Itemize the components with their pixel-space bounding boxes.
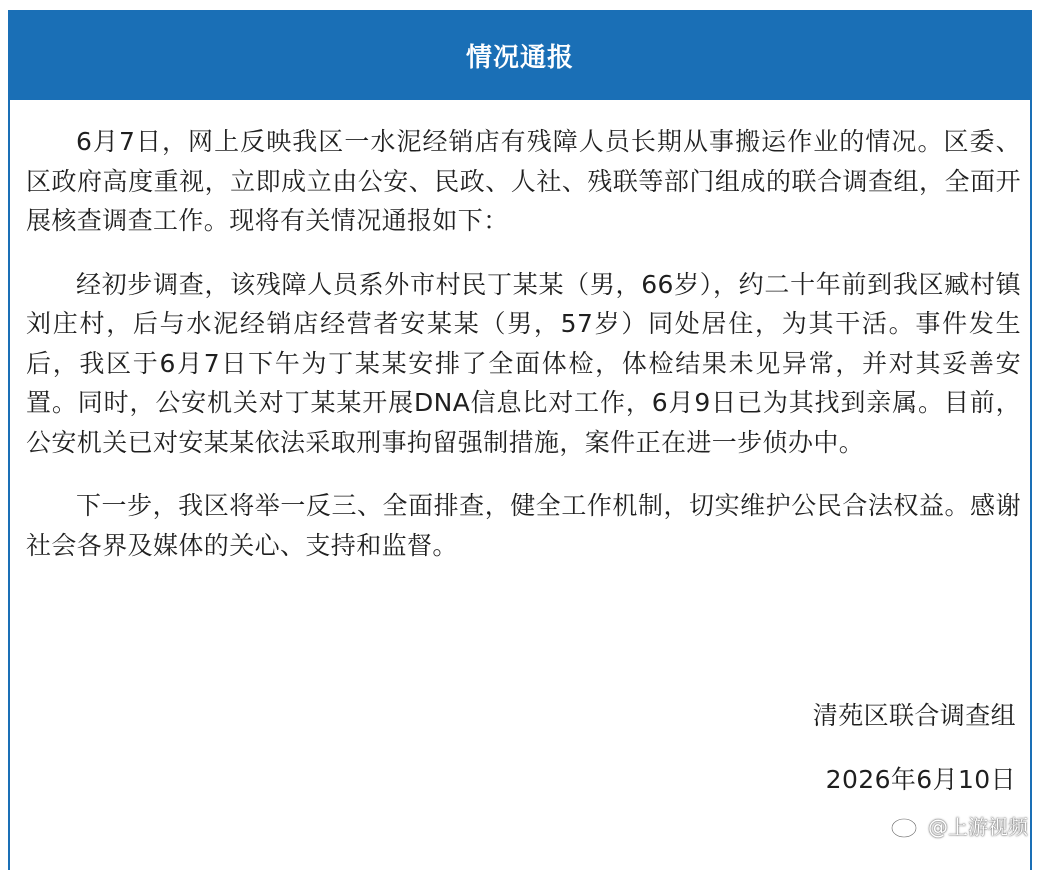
notice-frame	[8, 10, 1032, 870]
signature-date: 2026年6月10日	[825, 765, 1016, 794]
paragraph-intro: 6月7日，网上反映我区一水泥经销店有残障人员长期从事搬运作业的情况。区委、区政府高度重视，立即成立由公安、民政、人社、残联等部门组成的联合调查组，全面开展核查调查工作。现将有关情况通报如下：	[26, 127, 1021, 235]
paragraph-next-steps: 下一步，我区将举一反三、全面排查，健全工作机制，切实维护公民合法权益。感谢社会各界及媒体的关心、支持和监督。	[26, 491, 1021, 560]
notice-header	[10, 10, 1030, 100]
watermark-text: @上游视频	[928, 815, 1028, 839]
notice-body	[26, 122, 1021, 589]
notice-title: 情况通报	[465, 42, 574, 73]
weibo-icon	[890, 813, 924, 839]
signature-org: 清苑区联合调查组	[812, 701, 1016, 730]
paragraph-investigation: 经初步调查，该残障人员系外市村民丁某某（男，66岁），约二十年前到我区臧村镇刘庄村，后与水泥经销店经营者安某某（男，57岁）同处居住，为其干活。事件发生后，我区于6月7日下午为丁某某安排了全面体检，体检结果未见异常，并对其妥善安置。同时，公安机关对丁某某开展DNA信息比对工作，6月9日已为其找到亲属。目前，公安机关已对安某某依法采取刑事拘留强制措施，案件正在进一步侦办中。	[26, 269, 1021, 457]
source-watermark	[890, 811, 1028, 840]
